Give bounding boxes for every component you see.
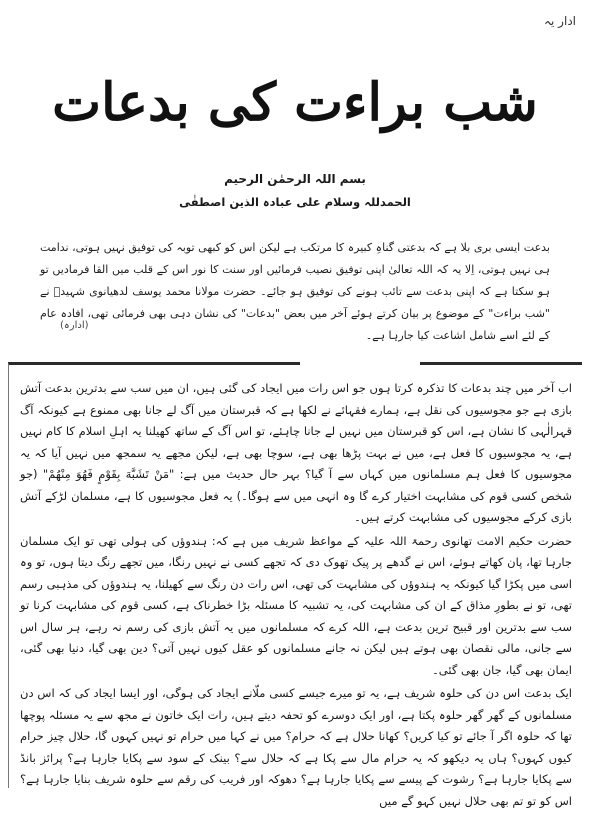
article-title: شب براءت کی بدعات bbox=[52, 72, 538, 133]
hamd-line: الحمدللہ وسلام علی عبادہ الذین اصطفٰی bbox=[179, 195, 411, 209]
frame-gap bbox=[300, 358, 420, 366]
article-body bbox=[20, 378, 572, 814]
section-label: ادار یہ bbox=[544, 14, 576, 28]
bismillah-line: بسم اللہ الرحمٰن الرحیم bbox=[224, 172, 366, 186]
body-paragraph: اب آخر میں چند بدعات کا تذکرہ کرتا ہوں جو اس رات میں ایجاد کی گئی ہیں، ان میں سب سے بدترین بدعت آتش بازی ہے جو مجوسیوں کی نقل ہے، ہمارے فقہائے نے لکھا ہے کہ قبرستان میں آگ لے جانا بھی ممنوع ہے کیونکہ آگ قہرالٰہی کا نشان ہے، اس کو قبرستان میں نہیں لے جانا چاہئے، تو اس آگ کے ساتھ کھیلنا یہ اہلِ اسلام کا کام نہیں ہے، یہ مجوسیوں کا فعل ہے، میں نے بہت پڑھا بھی ہے، سوچا بھی ہے، لیکن مجھے یہ سمجھ میں نہیں آیا کہ یہ مجوسیوں کا فعل ہم مسلمانوں میں کہاں سے آ گیا؟ بہر حال حدیث میں ہے: "مَنْ تَشَبَّهَ بِقَوْمٍ فَهُوَ مِنْهُمْ" (جو شخص کسی قوم کی مشابہت اختیار کرے گا وہ انہی میں سے ہوگا۔) یہ فعل مجوسیوں کا ہے، مسلمان لڑکے آتش بازی کرکے مجوسیوں کی مشابہت کرتے ہیں۔ bbox=[20, 381, 572, 524]
intro-paragraph: بدعت ایسی بری بلا ہے کہ بدعتی گناہِ کبیرہ کا مرتکب ہے لیکن اس کو کبھی توبہ کی توفیق نہیں ہوتی، ندامت ہی نہیں ہوتی، اِلا یہ کہ اللہ تعالیٰ اپنی توفیق نصیب فرمائیں اور سنت کا نور اس کے قلب میں القا فرمادیں تو ہو سکتا ہے کہ اپنی بدعت سے تائب ہونے کی توفیق ہو جائے۔ حضرت مولانا محمد یوسف لدھیانوی شہیدؒ نے "شب براءت" کے موضوع پر بیان کرتے ہوئے آخر میں بعض "بدعات" کی نشان دہی بھی فرمائی تھی، افادہ عام کے لئے اسے شامل اشاعت کیا جارہا ہے۔ bbox=[40, 241, 550, 342]
body-paragraph: ایک بدعت اس دن کی حلوہ شریف ہے، یہ تو میرے جیسے کسی ملّانے ایجاد کی ہوگی، اور ایسا ایجاد کی کہ اس دن مسلمانوں کے گھر گھر حلوہ پکتا ہے، اور ایک دوسرے کو تحفہ دیتے ہیں، رات ایک خاتون نے مجھ سے یہ مسئلہ پوچھا تھا کہ حلوہ اگر آ جائے تو کیا کریں؟ کھانا حلال ہے کہ حرام؟ میں نے کہا میں حرام تو نہیں کہوں گا، حلال چیز حرام کیوں کہوں؟ ہاں یہ دیکھو کہ یہ حرام مال سے پکا ہے کہ حلال سے؟ بینک کے سود سے پکایا جارہا ہے؟ پرائز بانڈ سے پکایا جارہا ہے؟ رشوت کے پیسے سے پکایا جارہا ہے؟ دھوکہ اور فریب کی رقم سے حلوہ شریف بنایا جارہا ہے؟ اس کو تو تم بھی حلال نہیں کہو گے میں bbox=[20, 686, 572, 808]
body-paragraph: حضرت حکیم الامت تھانوی رحمۃ اللہ علیہ کے مواعظ شریف میں ہے کہ: ہندوؤں کی ہولی تھی تو ایک مسلمان جارہا تھا، پان کھاتے ہوئے، اس نے گدھے پر پیک تھوک دی کہ تجھے کسی نے نہیں رنگا، میں تجھے رنگ دیتا ہوں، تو وہ اسی میں پکڑا گیا کیونکہ یہ ہندوؤں کی مشابہت کی تھی، اس رات دن رنگ سے کھیلنا، یہ ہندوؤں کی مذہبی رسم تھی، تو نے بطورِ مذاق کے ان کی مشابہت کی، یہ تشبیہ کا مسئلہ بڑا خطرناک ہے، کسی قوم کی مشابہت کرنا تو سب سے بدترین اور قبیح ترین بدعت ہے، اللہ کرے کہ مسلمانوں میں یہ آتش بازی کی رسم نہ رہے، ہر سال اس سے جانی، مالی نقصان بھی ہوتے ہیں لیکن نہ جانے مسلمانوں کو عقل کیوں نہیں آتی؟ دین بھی گیا، دنیا بھی گئی، ایمان بھی گیا، جان بھی گئی۔ bbox=[20, 533, 572, 677]
intro-credit: (ادارہ) bbox=[60, 320, 89, 331]
